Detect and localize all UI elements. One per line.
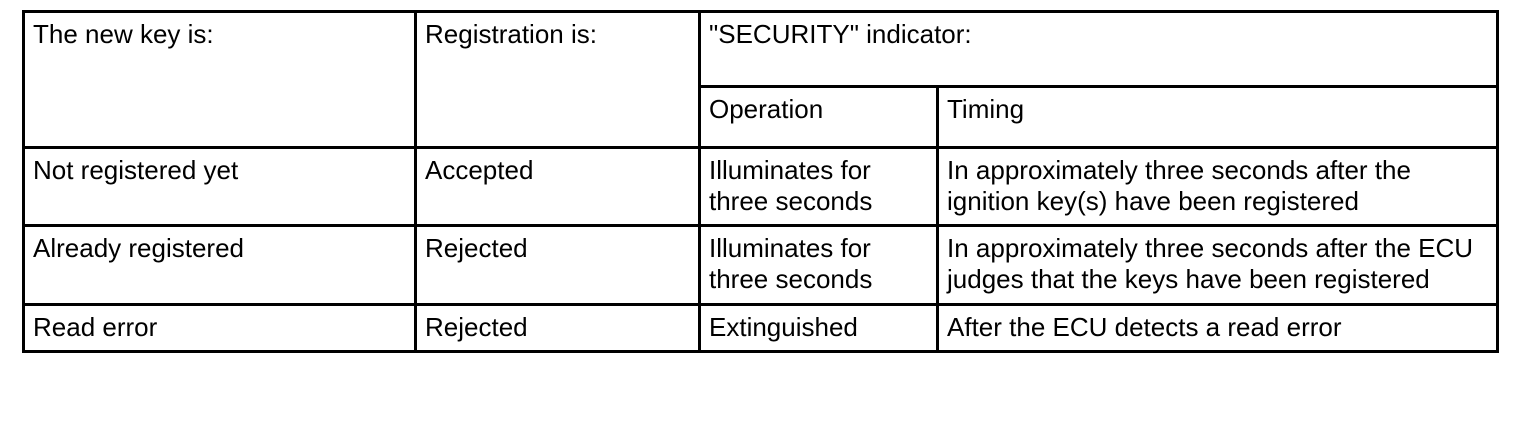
- cell-operation: Illuminates for three seconds: [700, 148, 938, 226]
- cell-registration: Rejected: [416, 226, 700, 304]
- security-indicator-table: [22, 10, 1499, 353]
- cell-registration: Accepted: [416, 148, 700, 226]
- column-header-registration: Registration is:: [416, 12, 700, 148]
- cell-new-key: Read error: [24, 304, 416, 352]
- cell-operation: Illuminates for three seconds: [700, 226, 938, 304]
- table-row: [24, 226, 1498, 304]
- cell-timing: In approximately three seconds after the ECU judges that the keys have been registered: [938, 226, 1498, 304]
- column-header-operation: Operation: [700, 87, 938, 148]
- table-row: [24, 304, 1498, 352]
- column-header-new-key: The new key is:: [24, 12, 416, 148]
- table-row: [24, 148, 1498, 226]
- cell-timing: After the ECU detects a read error: [938, 304, 1498, 352]
- column-header-timing: Timing: [938, 87, 1498, 148]
- cell-new-key: Not registered yet: [24, 148, 416, 226]
- cell-registration: Rejected: [416, 304, 700, 352]
- cell-new-key: Already registered: [24, 226, 416, 304]
- table-header-row-primary: [24, 12, 1498, 87]
- cell-timing: In approximately three seconds after the ignition key(s) have been registered: [938, 148, 1498, 226]
- cell-operation: Extinguished: [700, 304, 938, 352]
- column-header-security-indicator: "SECURITY" indicator:: [700, 12, 1498, 87]
